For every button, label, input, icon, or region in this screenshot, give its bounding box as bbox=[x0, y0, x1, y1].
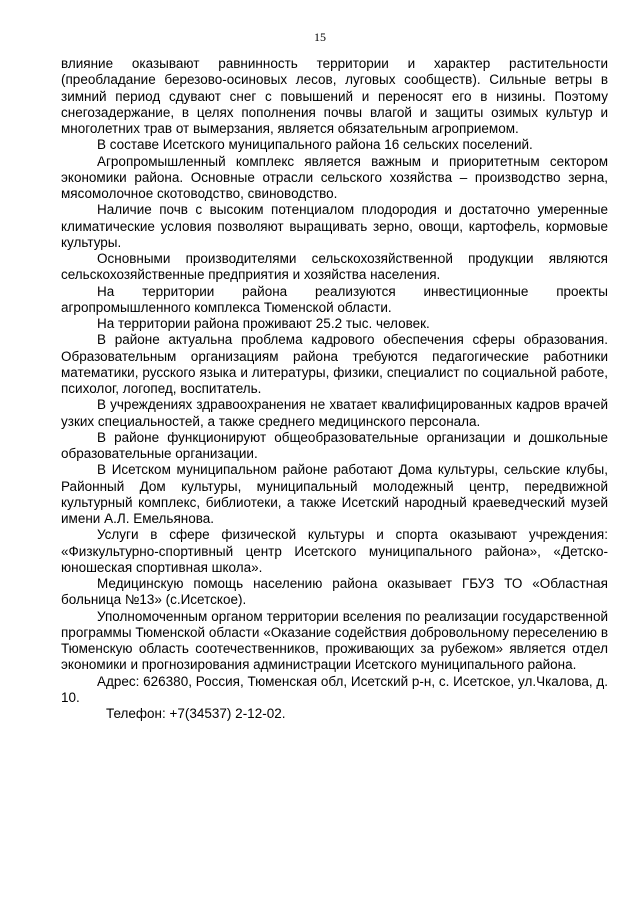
paragraph-investment-projects: На территории района реализуются инвестиционные проекты агропромышленного комплекса Тюменской области. bbox=[61, 283, 608, 315]
paragraph-soil-climate: Наличие почв с высоким потенциалом плодородия и достаточно умеренные климатические условия позволяют выращивать зерно, овощи, картофель, кормовые культуры. bbox=[61, 202, 608, 250]
paragraph-schools: В районе функционируют общеобразовательные организации и дошкольные образовательные организации. bbox=[61, 429, 608, 461]
paragraph-authorized-body: Уполномоченным органом территории вселения по реализации государственной программы Тюменской области «Оказание содействия добровольному переселению в Тюменскую область соотечественников, проживающих за рубежом» является отдел экономики и прогнозирования администрации Исетского муниципального района. bbox=[61, 608, 608, 673]
paragraph-healthcare-staffing: В учреждениях здравоохранения не хватает квалифицированных кадров врачей узких специальностей, а также среднего медицинского персонала. bbox=[61, 397, 608, 429]
page-number: 15 bbox=[314, 30, 326, 44]
paragraph-population: На территории района проживают 25.2 тыс. человек. bbox=[97, 316, 430, 331]
paragraph-producers: Основными производителями сельскохозяйственной продукции являются сельскохозяйственные предприятия и хозяйства населения. bbox=[61, 251, 608, 283]
paragraph-rural-settlements: В составе Исетского муниципального района 16 сельских поселений. bbox=[97, 137, 533, 153]
paragraph-culture: В Исетском муниципальном районе работают Дома культуры, сельские клубы, Районный Дом культуры, муниципальный молодежный центр, передвижной культурный комплекс, библиотеки, а также Исетский народный краеведческий музей имени А.Л. Емельянова. bbox=[61, 462, 608, 526]
document-body bbox=[61, 56, 608, 722]
paragraph-climate-influence: влияние оказывают равнинность территории и характер растительности (преобладание березово-осиновых лесов, луговых сообществ). Сильные ветры в зимний период сдувают снег с повышений и переносят его в низины. Поэтому снегозадержание, в целях пополнения почвы влагой и защиты озимых культур и многолетних трав от вымерзания, является обязательным агроприемом. bbox=[61, 56, 608, 136]
paragraph-medical-care: Медицинскую помощь населению района оказывает ГБУЗ ТО «Областная больница №13» (с.Исетское). bbox=[61, 576, 608, 608]
paragraph-education-staffing: В районе актуальна проблема кадрового обеспечения сферы образования. Образовательным организациям района требуются педагогические работники математики, русского языка и литературы, физики, специалист по социальной работе, психолог, логопед, воспитатель. bbox=[61, 332, 608, 396]
paragraph-address: Адрес: 626380, Россия, Тюменская обл, Исетский р-н, с. Исетское, ул.Чкалова, д. 10. bbox=[61, 673, 608, 705]
paragraph-phone: Телефон: +7(34537) 2-12-02. bbox=[106, 706, 286, 721]
paragraph-agro-complex: Агропромышленный комплекс является важным и приоритетным сектором экономики района. Основные отрасли сельского хозяйства – производство зерна, мясомолочное скотоводство, свиноводство. bbox=[61, 153, 608, 201]
paragraph-sports: Услуги в сфере физической культуры и спорта оказывают учреждения: «Физкультурно-спортивный центр Исетского муниципального района», «Детско-юношеская спортивная школа». bbox=[61, 527, 608, 575]
